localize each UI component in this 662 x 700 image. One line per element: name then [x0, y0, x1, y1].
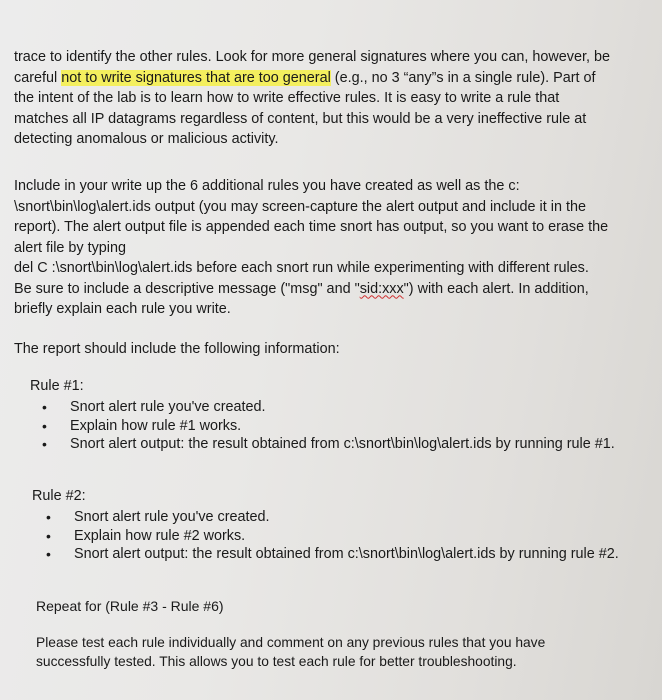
rule1-title: Rule #1:: [30, 378, 84, 394]
list-item-text: Snort alert output: the result obtained from c:\snort\bin\log\alert.ids by running rule #1.: [70, 436, 615, 452]
p2-line1: Include in your write up the 6 additional rules you have created as well as the c:: [14, 178, 520, 194]
p4-line2: successfully tested. This allows you to test each rule for better troubleshooting.: [36, 654, 517, 669]
p1-line2-before: careful: [14, 69, 62, 86]
p2-line6: [14, 279, 608, 300]
bullet-icon: •: [46, 546, 51, 562]
p2-line7: briefly explain each rule you write.: [14, 301, 231, 317]
p2-line2: \snort\bin\log\alert.ids output (you may screen-capture the alert output and include it in the: [14, 198, 586, 215]
p1-line4: matches all IP datagrams regardless of content, but this would be a very ineffective rule at: [14, 110, 587, 127]
paragraph-testing: [36, 633, 545, 671]
paragraph-report-info: The report should include the following information:: [14, 341, 340, 357]
rule1-list: [32, 398, 615, 454]
repeat-instruction: Repeat for (Rule #3 - Rule #6): [36, 598, 224, 614]
bullet-icon: •: [46, 527, 51, 544]
p2-line5: del C :\snort\bin\log\alert.ids before each snort run while experimenting with different rules.: [14, 260, 589, 276]
list-item-text: Snort alert rule you've created.: [74, 509, 270, 525]
p2-line6-before: Be sure to include a descriptive message ("msg" and ": [14, 280, 360, 297]
highlighted-text: not to write signatures that are too general: [61, 69, 331, 86]
p1-line2: [14, 68, 610, 89]
list-item-text: Explain how rule #1 works.: [70, 417, 242, 434]
p1-line3: the intent of the lab is to learn how to write effective rules. It is easy to write a rule that: [14, 90, 560, 106]
bullet-icon: •: [42, 417, 47, 434]
list-item-text: Snort alert output: the result obtained from c:\snort\bin\log\alert.ids by running rule #2.: [74, 546, 619, 562]
p1-line2-after: (e.g., no 3 “any”s in a single rule). Part of: [330, 69, 596, 86]
p2-line3: report). The alert output file is appended each time snort has output, so you want to erase the: [14, 219, 609, 235]
bullet-icon: •: [42, 436, 47, 452]
p4-line1: Please test each rule individually and comment on any previous rules that you have: [36, 635, 546, 650]
bullet-icon: •: [42, 399, 47, 415]
p2-line4: alert file by typing: [14, 239, 126, 256]
list-item: [32, 417, 615, 436]
bullet-icon: •: [46, 509, 51, 525]
list-item: [32, 435, 615, 454]
p2-line6-after: ") with each alert. In addition,: [403, 280, 589, 297]
paragraph-writeup: [14, 176, 608, 320]
paragraph-signatures: [14, 47, 610, 150]
list-item-text: Explain how rule #2 works.: [74, 527, 246, 544]
spellcheck-squiggle-text: sid:xxx: [359, 280, 404, 297]
rule2-list: [36, 508, 619, 564]
list-item: [32, 398, 615, 417]
list-item: [36, 508, 619, 527]
list-item-text: Snort alert rule you've created.: [70, 399, 266, 415]
rule2-title: Rule #2:: [32, 488, 86, 504]
p1-line5: detecting anomalous or malicious activity.: [14, 131, 279, 147]
list-item: [36, 545, 619, 564]
list-item: [36, 527, 619, 546]
p1-line1: trace to identify the other rules. Look for more general signatures where you can, however, be: [14, 49, 610, 65]
